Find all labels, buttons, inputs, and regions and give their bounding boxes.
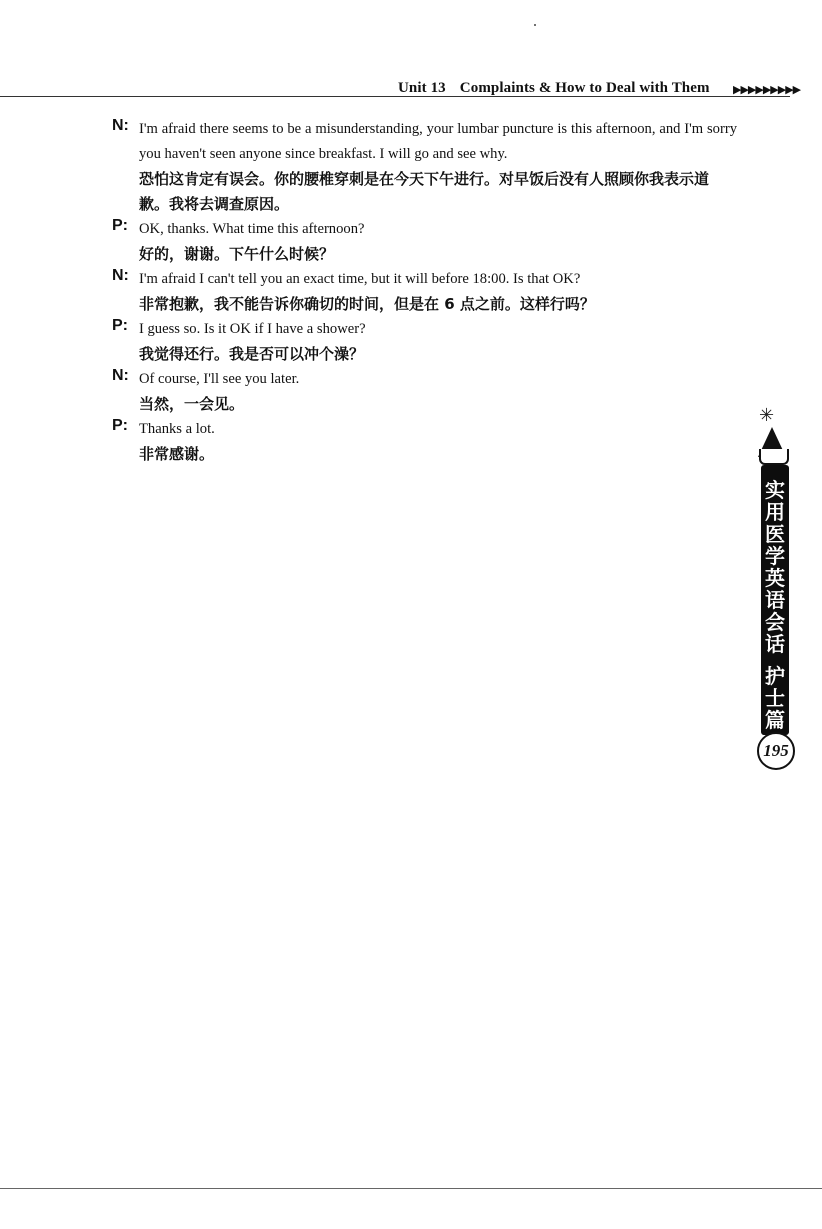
english-line: I'm afraid there seems to be a misunderstanding, your lumbar puncture is this afternoon, and I'm sorry you haven't seen anyone since breakfast. I will go and see why. <box>139 121 737 162</box>
header-rule <box>0 96 790 97</box>
english-line: I guess so. Is it OK if I have a shower? <box>139 321 366 337</box>
dialogue-turn <box>112 417 752 467</box>
side-tab-banner <box>761 465 789 735</box>
english-line: OK, thanks. What time this afternoon? <box>139 221 365 237</box>
dialogue-turn <box>112 217 752 267</box>
dialogue-turn <box>112 267 752 317</box>
chinese-line: 非常抱歉，我不能告诉你确切的时间，但是在 6 点之前。这样行吗？ <box>139 295 595 313</box>
header-arrow-ornament: ▶▶▶▶▶▶▶▶▶ <box>733 84 801 96</box>
side-tab-title: 实用医学英语会话 <box>765 478 785 656</box>
side-tab-text <box>761 479 789 731</box>
footer-rule <box>0 1188 822 1189</box>
chinese-line: 当然，一会见。 <box>139 395 245 413</box>
dialogue-turn <box>112 317 752 367</box>
side-tab-subtitle: 护士篇 <box>765 664 785 732</box>
scan-speck <box>534 24 536 26</box>
english-line: I'm afraid I can't tell you an exact time, but it will before 18:00. Is that OK? <box>139 271 581 287</box>
dialogue-turn <box>112 117 752 217</box>
chinese-line: 恐怕这肯定有误会。你的腰椎穿刺是在今天下午进行。对早饭后没有人照顾你我表示道歉。我将去调查原因。 <box>139 170 710 213</box>
speaker-label: P: <box>112 417 128 434</box>
chapter-title: Complaints & How to Deal with Them <box>459 80 710 96</box>
chinese-line: 非常感谢。 <box>139 445 215 463</box>
speaker-label: N: <box>112 267 129 284</box>
page-number: 195 <box>757 732 795 770</box>
speaker-label: P: <box>112 317 128 334</box>
sparkle-icon: ✳ <box>759 405 775 426</box>
chinese-line: 我觉得还行。我是否可以冲个澡？ <box>139 345 365 363</box>
chinese-line: 好的，谢谢。下午什么时候？ <box>139 245 335 263</box>
unit-label: Unit 13 <box>398 80 446 96</box>
dialogue-turn <box>112 367 752 417</box>
open-book-icon <box>759 449 789 465</box>
english-line: Of course, I'll see you later. <box>139 371 300 387</box>
speaker-label: N: <box>112 117 129 134</box>
speaker-label: N: <box>112 367 129 384</box>
side-tab <box>755 405 793 775</box>
header-title-block <box>398 80 710 97</box>
speaker-label: P: <box>112 217 128 234</box>
dialogue <box>112 117 752 467</box>
english-line: Thanks a lot. <box>139 421 215 437</box>
